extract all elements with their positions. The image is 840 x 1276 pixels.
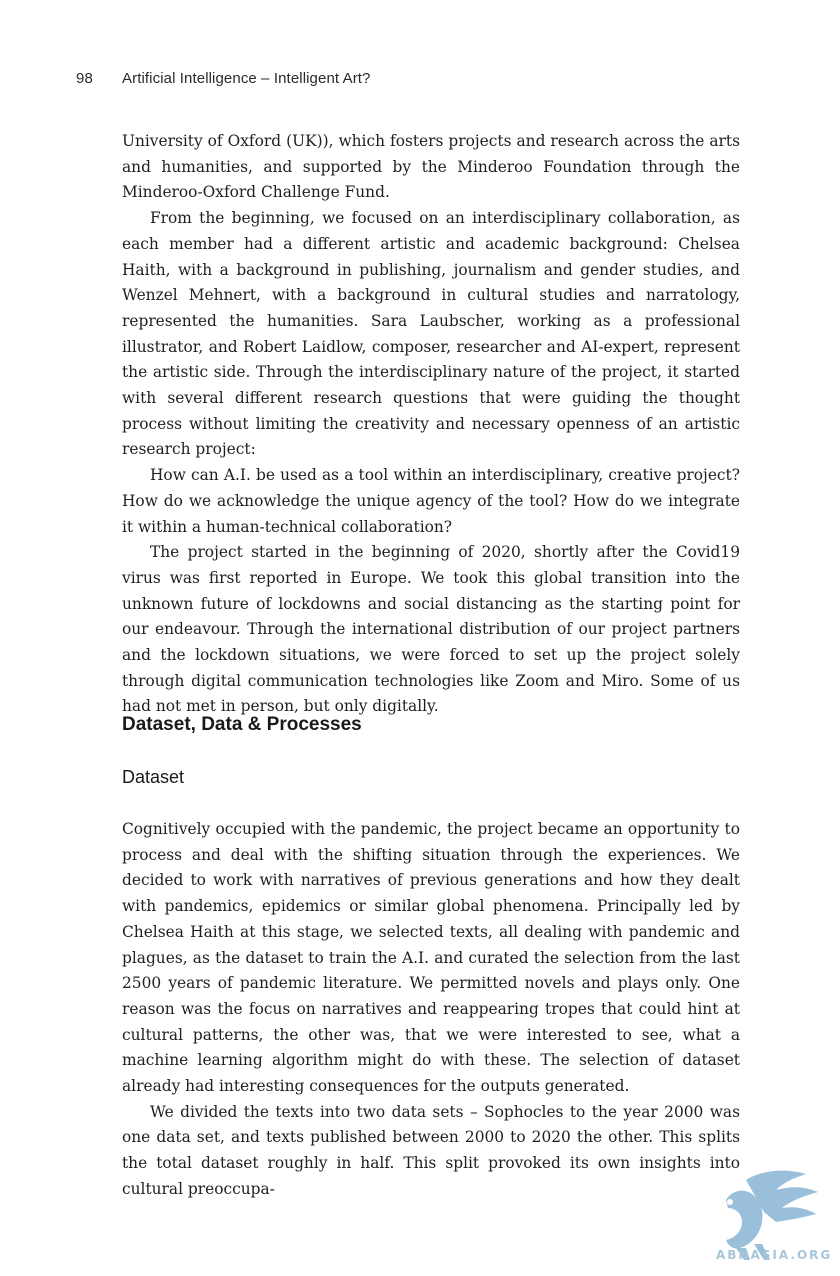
subsection-heading: Dataset [122,767,185,787]
running-head [76,70,371,87]
paragraph: Cognitively occupied with the pandemic, the project became an opportunity to process and deal with the shifting situation through the experiences. We decided to work with narratives of previous generations and how they dealt with pandemics, epidemics or similar global phenomena. Principally led by Chelsea Haith at this stage, we selected texts, all dealing with pandemic and plagues, as the dataset to train the A.I. and curated the selection from the last 2500 years of pandemic literature. We permitted novels and plays only. One reason was the focus on narratives and reappearing tropes that could hint at cultural patterns, the other was, that we were interested to see, what a machine learning algorithm might do with these. The selection of dataset already had interesting consequences for the outputs generated. [122,820,740,1096]
running-title: Artificial Intelligence – Intelligent Art? [122,70,371,87]
paragraph: How can A.I. be used as a tool within an interdisciplinary, creative project? How do we acknowledge the unique agency of the tool? How do we integrate it within a human-technical collaboration? [122,466,740,536]
page-number: 98 [76,70,93,87]
watermark-text: ABNASIA.ORG [716,1248,833,1262]
paragraph: The project started in the beginning of 2020, shortly after the Covid19 virus was first reported in Europe. We took this global transition into the unknown future of lockdowns and social distancing as the starting point for our endeavour. Through the international distribution of our project partners and the lockdown situations, we were forced to set up the project solely through digital communication technologies like Zoom and Miro. Some of us had not met in person, but only digitally. [122,543,740,716]
intro-text-block [122,129,740,720]
paragraph: University of Oxford (UK)), which fosters projects and research across the arts and humanities, and supported by the Minderoo Foundation through the Minderoo-Oxford Challenge Fund. [122,132,740,202]
paragraph: We divided the texts into two data sets – Sophocles to the year 2000 was one data set, and texts published between 2000 to 2020 the other. This splits the total dataset roughly in half. This split provoked its own insights into cultural preoccupa- [122,1102,740,1198]
dataset-text-block [122,817,740,1203]
paragraph: From the beginning, we focused on an interdisciplinary collaboration, as each member had a different artistic and academic background: Chelsea Haith, with a background in publishing, journalism and gender studies, and Wenzel Mehnert, with a background in cultural studies and narratology, represented the humanities. Sara Laubscher, working as a professional illustrator, and Robert Laidlow, composer, researcher and AI-expert, represent the artistic side. Through the interdisciplinary nature of the project, it started with several different research questions that were guiding the thought process without limiting the creativity and necessary openness of an artistic research project: [122,209,740,459]
section-heading: Dataset, Data & Processes [122,714,362,735]
